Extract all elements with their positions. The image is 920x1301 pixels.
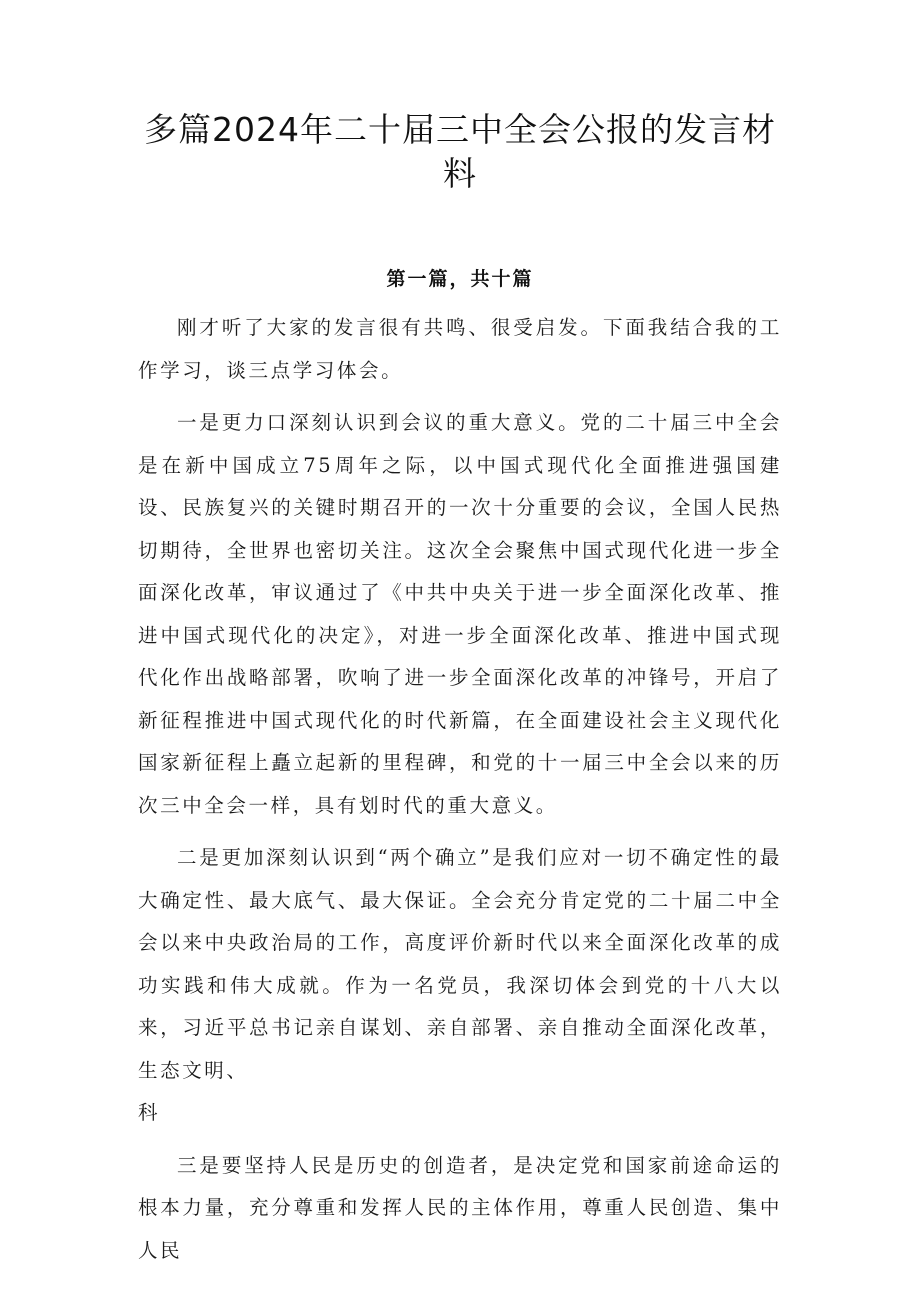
paragraph-point-one: 一是更力口深刻认识到会议的重大意义。党的二十届三中全会是在新中国成立75周年之际，以中国式现代化全面推进强国建设、民族复兴的关键时期召开的一次十分重要的会议，全国人民热切期待，全世界也密切关注。这次全会聚焦中国式现代化进一步全面深化改革，审议通过了《中共中央关于进一步全面深化改革、推进中国式现代化的决定》，对进一步全面深化改革、推进中国式现代化作出战略部署，吹响了进一步全面深化改革的冲锋号，开启了新征程推进中国式现代化的时代新篇，在全面建设社会主义现代化国家新征程上矗立起新的里程碑，和党的十一届三中全会以来的历次三中全会一样，具有划时代的重大意义。 — [138, 411, 782, 817]
paragraph-point-two: 二是更加深刻认识到“两个确立”是我们应对一切不确定性的最大确定性、最大底气、最大保证。全会充分肯定党的二十届二中全会以来中央政治局的工作，高度评价新时代以来全面深化改革的成功实践和伟大成就。作为一名党员，我深切体会到党的十八大以来，习近平总书记亲自谋划、亲自部署、亲自推动全面深化改革，生态文明、 — [138, 846, 782, 1082]
section-heading: 第一篇，共十篇 — [386, 268, 534, 290]
paragraph-intro: 刚才听了大家的发言很有共鸣、很受启发。下面我结合我的工作学习，谈三点学习体会。 — [138, 316, 782, 382]
paragraph-point-three: 三是要坚持人民是历史的创造者，是决定党和国家前途命运的根本力量，充分尊重和发挥人民的主体作用，尊重人民创造、集中人民 — [138, 1153, 782, 1262]
paragraph-fragment: 科 — [138, 1101, 161, 1124]
document-title: 多篇2024年二十届三中全会公报的发言材料 — [144, 110, 776, 193]
